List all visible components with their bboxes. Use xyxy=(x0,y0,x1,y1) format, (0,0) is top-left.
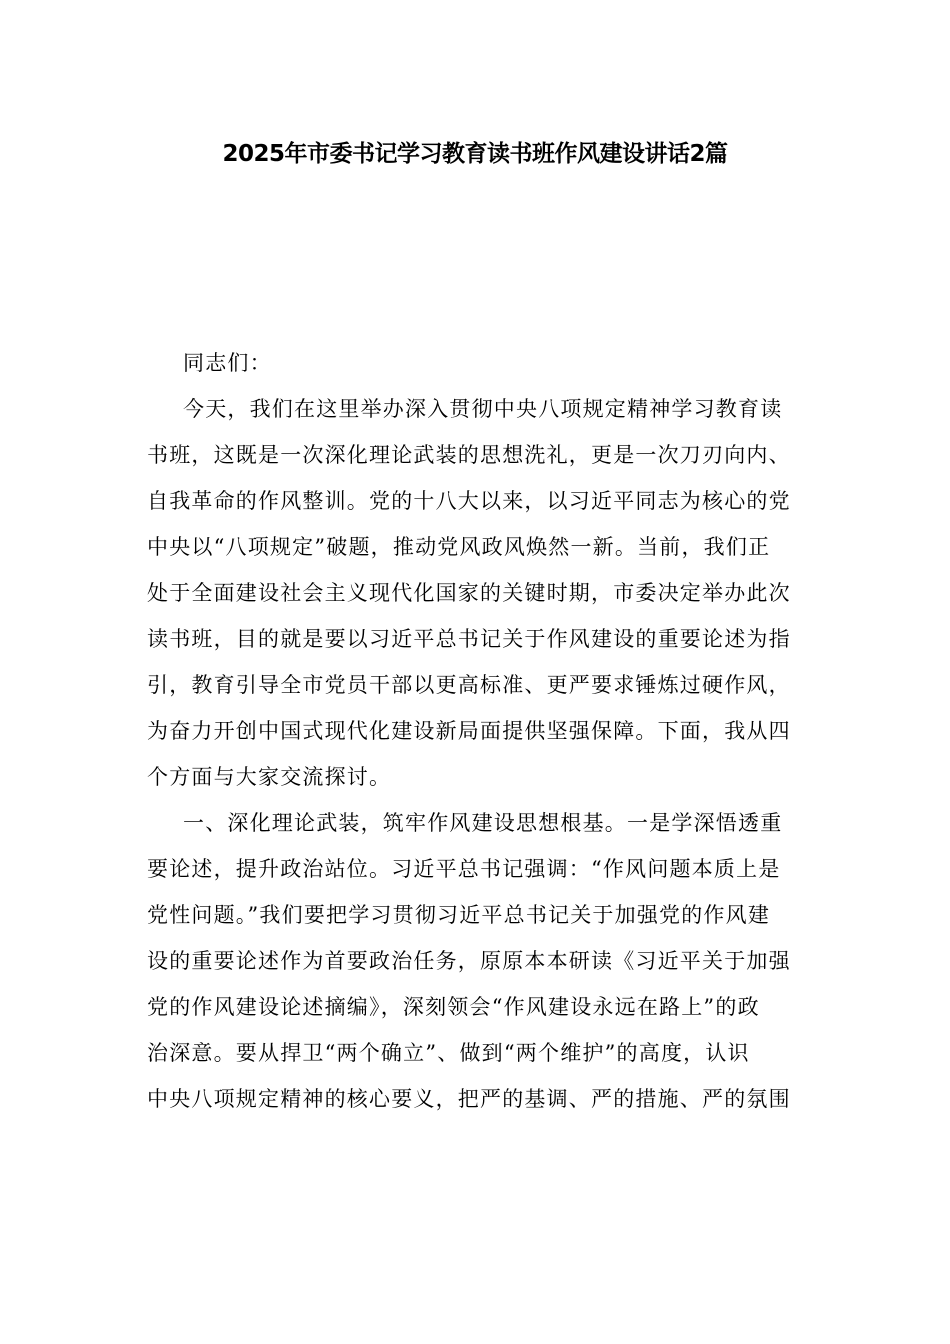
text-line: 个方面与大家交流探讨。 xyxy=(147,765,392,789)
text-line: 书班，这既是一次深化理论武装的思想洗礼，更是一次刀刃向内、 xyxy=(147,443,791,467)
document-body xyxy=(147,340,795,1122)
text-line: 读书班，目的就是要以习近平总书记关于作风建设的重要论述为指 xyxy=(147,627,791,651)
text-line: 自我革命的作风整训。党的十八大以来，以习近平同志为核心的党 xyxy=(147,489,791,513)
text-line: 为奋力开创中国式现代化建设新局面提供坚强保障。下面，我从四 xyxy=(147,719,791,743)
text-line: 处于全面建设社会主义现代化国家的关键时期，市委决定举办此次 xyxy=(147,581,791,605)
text-line: 要论述，提升政治站位。习近平总书记强调：“作风问题本质上是 xyxy=(147,857,781,881)
text-line: 中央以“八项规定”破题，推动党风政风焕然一新。当前，我们正 xyxy=(147,535,771,559)
text-line: 一、深化理论武装，筑牢作风建设思想根基。一是学深悟透重 xyxy=(183,811,783,835)
text-line: 中央八项规定精神的核心要义，把严的基调、严的措施、严的氛围 xyxy=(147,1087,791,1111)
text-line: 党的作风建设论述摘编》，深刻领会“作风建设永远在路上”的政 xyxy=(147,995,760,1019)
text-line: 同志们： xyxy=(183,351,272,375)
text-line: 党性问题。”我们要把学习贯彻习近平总书记关于加强党的作风建 xyxy=(147,903,771,927)
text-line: 设的重要论述作为首要政治任务，原原本本研读《习近平关于加强 xyxy=(147,949,791,973)
document-title: 2025年市委书记学习教育读书班作风建设讲话2篇 xyxy=(222,141,728,167)
text-line: 治深意。要从捍卫“两个确立”、做到“两个维护”的高度，认识 xyxy=(147,1041,750,1065)
text-line: 引，教育引导全市党员干部以更高标准、更严要求锤炼过硬作风， xyxy=(147,673,791,697)
text-line: 今天，我们在这里举办深入贯彻中央八项规定精神学习教育读 xyxy=(183,397,783,421)
